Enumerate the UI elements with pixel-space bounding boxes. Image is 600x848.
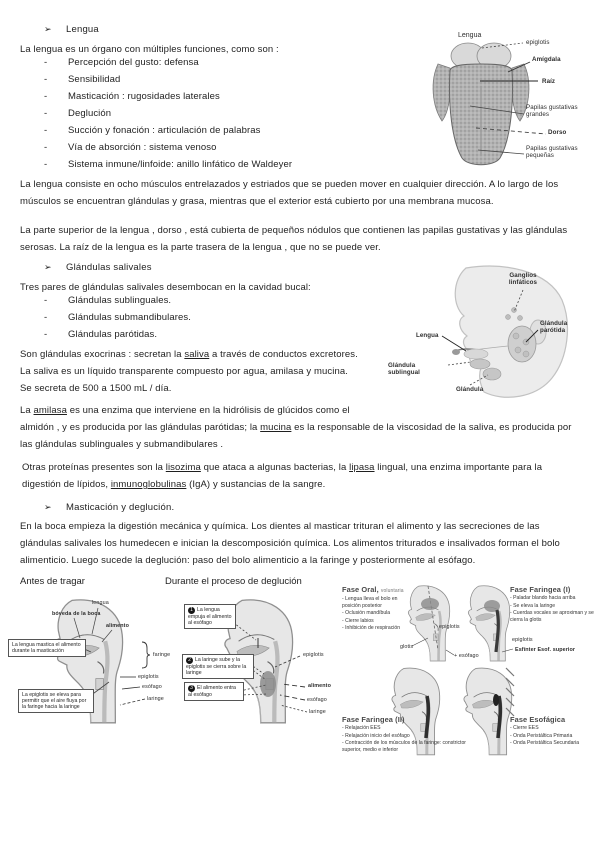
label-epiglotis: epiglotis — [138, 674, 159, 680]
dash-marker: - — [44, 91, 48, 102]
saliva-line: La saliva es un líquido transparente compuesto por agua, amilasa y mucina. — [20, 366, 348, 377]
label-alimento: alimento — [106, 623, 129, 629]
list-item — [44, 125, 292, 142]
label-epiglotis: epiglotis — [439, 624, 460, 630]
durante-deglucion-figure — [170, 592, 342, 750]
dash-marker: - — [44, 329, 48, 340]
bullet-text: Vía de absorción : sistema venoso — [68, 142, 217, 153]
callout-text: La laringe sube y la epiglotis se cierra sobre la laringe — [186, 657, 247, 676]
fase-bullet: - Onda Peristáltica Secundaria — [510, 740, 580, 747]
salivales-intro: Tres pares de glándulas salivales desembocan en la cavidad bucal: — [20, 282, 311, 293]
callout-paso-2 — [182, 654, 254, 679]
bullet-text: Glándulas parótidas. — [68, 329, 158, 340]
text-segment: lingual, una enzima importante para la digestión de lípidos, — [22, 462, 543, 490]
fase-faringea2-title: Fase Faringea (II) — [342, 715, 405, 724]
underlined-term-lipasa: lipasa — [349, 462, 375, 473]
fase-bullet: - Contracción de los músculos de la faringe: constrictor superior, medio e inferior — [342, 740, 467, 753]
heading-text: Lengua — [66, 24, 99, 35]
text-segment: que ataca a algunas bacterias, la — [200, 462, 350, 473]
bullet-text: Sensibilidad — [68, 74, 121, 85]
text-segment: es una enzima que interviene en la hidrólisis de glúcidos como el — [66, 405, 350, 416]
plus-marker: + — [454, 653, 458, 659]
list-item — [44, 312, 191, 329]
dash-marker: - — [44, 57, 48, 68]
dash-marker: - — [44, 295, 48, 306]
fase-bullet: - Cierre EES — [510, 725, 539, 731]
text-segment: es la responsable de la viscosidad de la saliva, es producida por las glándulas sublinguales y submandibulares . — [20, 422, 572, 450]
salivales-bullet-list — [44, 295, 191, 346]
label-esofago: esófago — [142, 684, 162, 690]
callout-text: La lengua empuja el alimento al esófago — [188, 607, 232, 626]
arrow-bullet-icon: ➢ — [44, 24, 52, 34]
section-heading-masticacion — [44, 502, 174, 513]
dash-marker: - — [44, 125, 48, 136]
amilasa-paragraph — [20, 402, 582, 453]
proteinas-paragraph — [22, 459, 580, 493]
list-item — [44, 295, 191, 312]
list-item — [44, 329, 191, 346]
label-text: esófago — [458, 653, 479, 659]
list-item — [44, 108, 292, 125]
label-amigdala: Amígdala — [532, 56, 561, 63]
label-parotida: Glándula parótida — [540, 320, 568, 334]
label-laringe: laringe — [309, 709, 326, 715]
antes-de-tragar-figure — [8, 592, 174, 750]
fase-bullet: - Paladar blando hacia arriba — [510, 595, 576, 601]
label-lengua: lengua — [92, 600, 109, 606]
underlined-term-inmunoglobulinas: inmunoglobulinas — [110, 479, 187, 490]
fase-bullet: - Cuerdas vocales se aproximan y se cierra la glotis — [510, 610, 594, 623]
step-number-badge: 1 — [188, 607, 195, 614]
fase-faringea2-bullets — [342, 725, 470, 754]
secreta-line: Se secreta de 500 a 1500 mL / día. — [20, 383, 172, 394]
fase-bullet: - Onda Peristáltica Primaria — [510, 732, 573, 739]
label-esfinter-superior: Esfínter Esof. superior — [515, 647, 576, 653]
title-text: Fase Oral, — [342, 585, 379, 594]
tongue-figure-title: Lengua — [458, 32, 482, 39]
fase-oral-title — [342, 585, 404, 594]
masticacion-paragraph: En la boca empieza la digestión mecánica y química. Los dientes al masticar trituran el alimento y las secreciones de las glándulas salivales los humedecen e inician la descomposición química. Los alimentos triturados e insalivados forman el bolo alimenticio. Luego sucede la deglución: paso del bolo alimenticio a la faringe y posteriormente al esófago. — [20, 521, 560, 566]
lengua-paragraph-1: La lengua consiste en ocho músculos entrelazados y estriados que se pueden mover en cualquier dirección. A lo largo de los músculos se encuentran glándulas y grasa, mientras que el exterior está cubierto por una membrana mucosa. — [20, 179, 559, 207]
fase-oral-bullets — [342, 596, 402, 633]
label-esofago: esófago — [307, 697, 327, 703]
callout-paso-3 — [184, 682, 244, 701]
fase-faringea1-bullets — [510, 595, 596, 624]
bullet-text: Percepción del gusto: defensa — [68, 57, 199, 68]
fase-bullet: - Lengua lleva el bolo en posición posterior — [342, 596, 398, 609]
heading-text: Masticación y deglución. — [66, 502, 175, 513]
fase-bullet: - Se eleva la laringe — [510, 602, 556, 609]
list-item — [44, 74, 292, 91]
fase-bullet: - Oclusión mandíbula — [342, 610, 391, 617]
label-epiglotis: epiglotis — [303, 652, 324, 658]
list-item — [44, 159, 292, 176]
fase-esofagica-title: Fase Esofágica — [510, 715, 566, 724]
underlined-term-amilasa: amilasa — [33, 405, 67, 416]
dash-marker: - — [44, 159, 48, 170]
label-papilas-grandes: Papilas gustativas grandes — [526, 104, 578, 118]
list-item — [44, 142, 292, 159]
dash-marker: - — [44, 142, 48, 153]
label-sublingual: Glándula sublingual — [388, 362, 420, 376]
tongue-figure — [420, 26, 595, 171]
dash-marker: - — [44, 108, 48, 119]
exocrinas-line — [20, 346, 440, 363]
text-segment: Son glándulas exocrinas : secretan la — [20, 349, 185, 360]
caption-durante-deglucion: Durante el proceso de deglución — [165, 576, 302, 587]
fases-deglucion-figure — [340, 580, 598, 772]
callout-paso-1 — [184, 604, 236, 629]
fase-faringea1-title: Fase Faringea (I) — [510, 585, 571, 594]
step-number-badge: 2 — [186, 657, 193, 664]
label-ganglios: Ganglios linfáticos — [508, 272, 538, 286]
step-number-badge: 3 — [188, 685, 195, 692]
label-esofago — [454, 653, 479, 659]
fase-bullet: - Inhibición de respiración — [342, 625, 401, 632]
label-epiglotis: epiglotis — [526, 39, 550, 46]
salivary-glands-figure — [388, 262, 600, 402]
dash-marker: - — [44, 74, 48, 85]
text-segment: a través de conductos excretores. — [209, 349, 358, 360]
label-glandula: Glándula — [456, 386, 484, 393]
bullet-text: Glándulas sublinguales. — [68, 295, 172, 306]
bullet-text: Succión y fonación : articulación de palabras — [68, 125, 261, 136]
label-raiz: Raíz — [542, 78, 556, 85]
arrow-bullet-icon: ➢ — [44, 262, 52, 272]
section-heading-salivales — [44, 262, 152, 273]
subtitle-text: voluntaria — [380, 588, 404, 594]
label-laringe: laringe — [147, 696, 164, 702]
underlined-term-saliva: saliva — [184, 349, 210, 360]
arrow-bullet-icon: ➢ — [44, 502, 52, 512]
underlined-term-mucina: mucina — [260, 422, 292, 433]
label-alimento: alimento — [308, 683, 331, 689]
fase-bullet: - Relajación EES — [342, 725, 381, 731]
bullet-text: Sistema inmune/linfoide: anillo linfático de Waldeyer — [68, 159, 293, 170]
callout-text: El alimento entra al esófago — [188, 685, 236, 698]
bullet-text: Masticación : rugosidades laterales — [68, 91, 220, 102]
fase-bullet: - Relajación inicio del esófago — [342, 732, 410, 739]
list-item — [44, 91, 292, 108]
underlined-term-lisozima: lisozima — [165, 462, 201, 473]
callout-lengua-mastica: La lengua mastica el alimento durante la masticación — [8, 639, 86, 657]
heading-text: Glándulas salivales — [66, 262, 152, 273]
text-segment: Otras proteínas presentes son la — [22, 462, 166, 473]
label-lengua: Lengua — [416, 332, 439, 339]
label-boveda: bóveda de la boca — [52, 611, 101, 617]
lengua-paragraph-2: La parte superior de la lengua , dorso , está cubierta de pequeños nódulos que contienen las papilas gustativas y las glándulas serosas. La raíz de la lengua es la parte trasera de la lengua , que no se puede ver. — [20, 225, 568, 253]
fase-esofagica-bullets — [510, 725, 596, 748]
dash-marker: - — [44, 312, 48, 323]
text-segment: La — [20, 405, 34, 416]
text-segment: almidón , y es producida por las glándulas parótidas; la — [20, 422, 261, 433]
label-dorso: Dorso — [548, 129, 567, 136]
callout-epiglotis-eleva: La epiglotis se eleva para permitir que el aire fluya por la faringe hacia la laringe — [18, 689, 94, 713]
lengua-intro: La lengua es un órgano con múltiples funciones, como son : — [20, 44, 279, 55]
text-segment: (IgA) y sustancias de la sangre. — [186, 479, 326, 490]
bullet-text: Deglución — [68, 108, 112, 119]
label-papilas-pequenas: Papilas gustativas pequeñas — [526, 145, 578, 159]
label-epiglotis: epiglotis — [512, 637, 533, 643]
section-heading-lengua — [44, 24, 99, 35]
fase-bullet: - Cierre labios — [342, 617, 374, 624]
label-glotis: glotis — [400, 644, 414, 650]
lengua-bullet-list — [44, 57, 292, 176]
label-faringe: faringe — [153, 652, 171, 658]
list-item — [44, 57, 292, 74]
caption-antes-de-tragar: Antes de tragar — [20, 576, 85, 587]
bullet-text: Glándulas submandibulares. — [68, 312, 192, 323]
